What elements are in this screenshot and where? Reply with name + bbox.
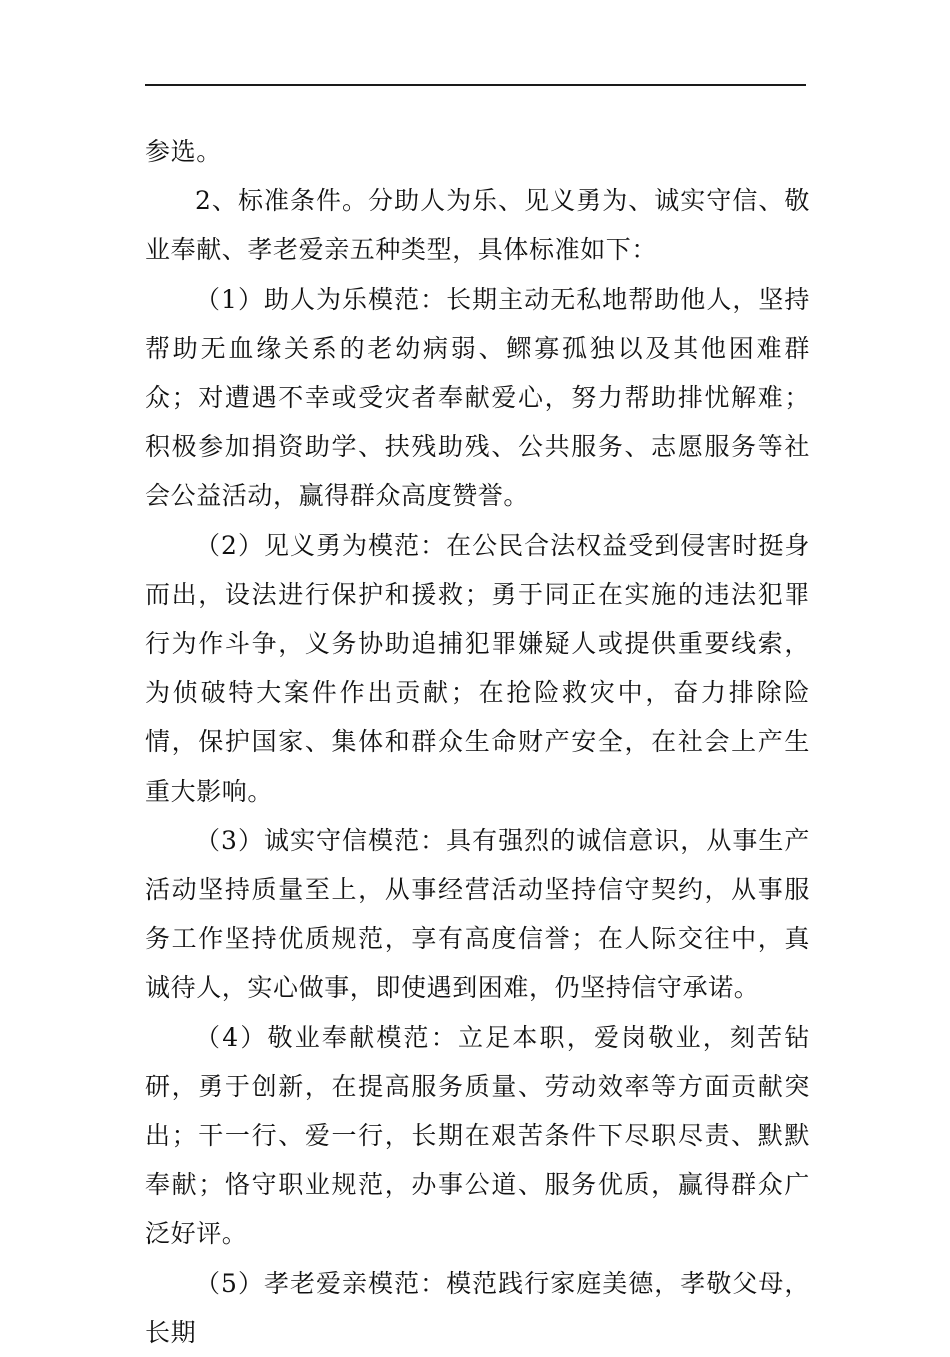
- paragraph-filial-piety-model: （5）孝老爱亲模范：模范践行家庭美德，孝敬父母，长期: [145, 1268, 810, 1347]
- paragraph-continuation: 参选。: [145, 137, 222, 166]
- paragraph-standard-conditions: 2、标准条件。分助人为乐、见义勇为、诚实守信、敬业奉献、孝老爱亲五种类型，具体标准如下：: [145, 186, 810, 265]
- document-body: [145, 127, 810, 1357]
- paragraph-bravery-model: （2）见义勇为模范：在公民合法权益受到侵害时挺身而出，设法进行保护和援救；勇于同正在实施的违法犯罪行为作斗争，义务协助追捕犯罪嫌疑人或提供重要线索，为侦破特大案件作出贡献；在抢险救灾中，奋力排除险情，保护国家、集体和群众生命财产安全，在社会上产生重大影响。: [145, 530, 810, 806]
- paragraph-dedication-model: （4）敬业奉献模范：立足本职，爱岗敬业，刻苦钻研，勇于创新，在提高服务质量、劳动效率等方面贡献突出；干一行、爱一行，长期在艰苦条件下尽职尽责、默默奉献；恪守职业规范，办事公道、服务优质，赢得群众广泛好评。: [145, 1022, 810, 1249]
- header-rule: [145, 84, 806, 86]
- paragraph-honesty-model: （3）诚实守信模范：具有强烈的诚信意识，从事生产活动坚持质量至上，从事经营活动坚持信守契约，从事服务工作坚持优质规范，享有高度信誉；在人际交往中，真诚待人，实心做事，即使遇到困难，仍坚持信守承诺。: [145, 825, 810, 1003]
- paragraph-helping-others-model: （1）助人为乐模范：长期主动无私地帮助他人，坚持帮助无血缘关系的老幼病弱、鳏寡孤独以及其他困难群众；对遭遇不幸或受灾者奉献爱心，努力帮助排忧解难；积极参加捐资助学、扶残助残、公共服务、志愿服务等社会公益活动，赢得群众高度赞誉。: [145, 284, 810, 511]
